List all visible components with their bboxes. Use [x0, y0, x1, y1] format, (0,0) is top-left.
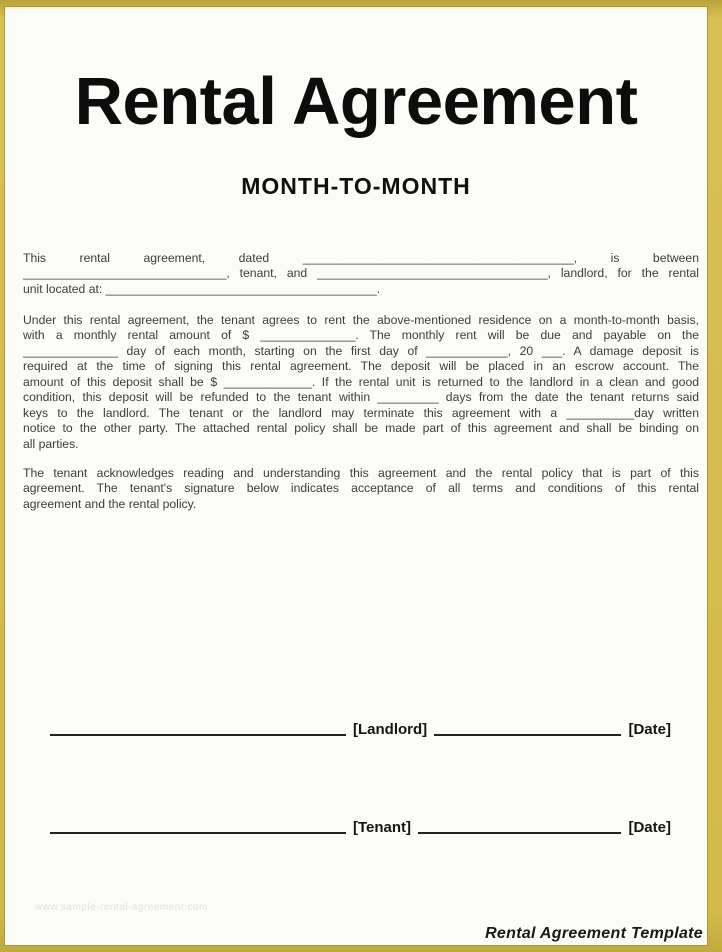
paragraph-line: agreement. The tenant's signature below indicates acceptance of all terms and conditions of this rental — [23, 481, 699, 496]
terms-paragraph — [23, 313, 699, 452]
paragraph-line: all parties. — [23, 436, 79, 451]
acknowledgement-paragraph — [23, 466, 699, 512]
watermark-url: www.sample-rental-agreement.com — [35, 902, 208, 913]
paragraph-line: with a monthly rental amount of $ ______________. The monthly rent will be due and payable on the — [23, 328, 699, 343]
tenant-signature-row — [50, 816, 678, 836]
tenant-signature-line — [50, 831, 346, 834]
paragraph-line: agreement and the rental policy. — [23, 496, 197, 511]
paragraph-line: Under this rental agreement, the tenant agrees to rent the above-mentioned residence on a month-to-month basis, — [23, 313, 699, 327]
landlord-date-label: [Date] — [628, 720, 671, 738]
paragraph-line: keys to the landlord. The tenant or the landlord may terminate this agreement with a __________day written — [23, 405, 699, 420]
tenant-date-line — [418, 831, 621, 834]
paragraph-line: required at the time of signing this rental agreement. The deposit will be placed in an escrow account. The — [23, 359, 699, 374]
landlord-signature-row — [50, 718, 678, 738]
document-title: Rental Agreement — [74, 64, 638, 139]
landlord-signature-line — [50, 733, 346, 736]
paragraph-line: condition, this deposit will be refunded to the tenant within _________ days from the date the tenant returns said — [23, 390, 699, 405]
document-subtitle: MONTH-TO-MONTH — [241, 173, 471, 199]
paragraph-line: amount of this deposit shall be $ _____________. If the rental unit is returned to the landlord in a clean and good — [23, 374, 699, 389]
document-page — [5, 7, 707, 945]
paragraph-line: This rental agreement, dated ________________________________________, is between — [23, 251, 699, 265]
paragraph-line: ______________________________, tenant, and __________________________________, landlord, for the rental — [23, 266, 699, 281]
tenant-date-label: [Date] — [628, 818, 671, 836]
paragraph-line: unit located at: ________________________________________. — [23, 281, 381, 296]
intro-paragraph — [23, 251, 699, 297]
landlord-label: [Landlord] — [353, 720, 428, 738]
footer-template-label: Rental Agreement Template — [485, 925, 703, 942]
paragraph-line: The tenant acknowledges reading and understanding this agreement and the rental policy that is part of this — [23, 466, 699, 480]
paragraph-line: ______________ day of each month, starting on the first day of ____________, 20 ___. A damage deposit is — [23, 343, 699, 358]
paragraph-line: notice to the other party. The attached rental policy shall be made part of this agreement and shall be binding on — [23, 421, 699, 436]
landlord-date-line — [434, 733, 621, 736]
tenant-label: [Tenant] — [353, 818, 412, 836]
